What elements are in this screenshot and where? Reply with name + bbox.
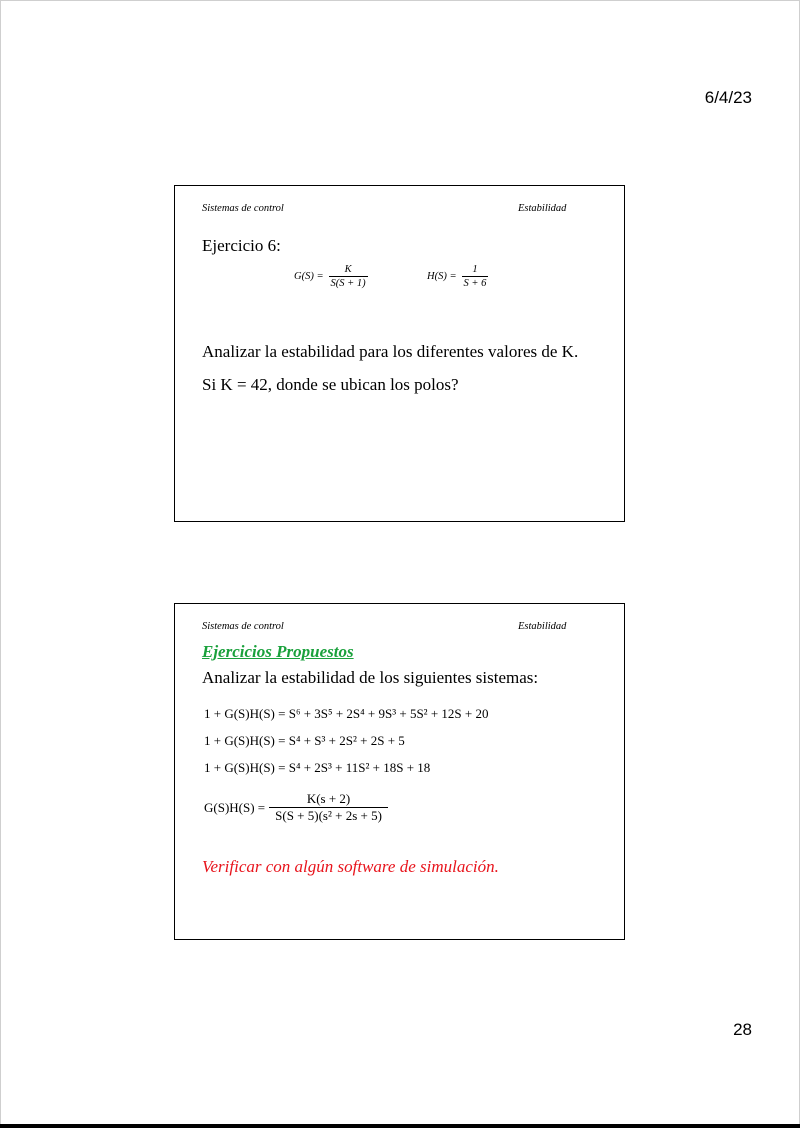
instruction-text: Analizar la estabilidad para los diferentes valores de K. [202, 342, 579, 361]
eq4-fraction [269, 791, 388, 824]
page-date: 6/4/23 [704, 88, 752, 107]
slide-title: Ejercicio 6: [202, 236, 281, 255]
h-fraction [462, 264, 489, 289]
slide-header-right: Estabilidad [518, 203, 567, 214]
equation-1: 1 + G(S)H(S) = S⁶ + 3S⁵ + 2S⁴ + 9S³ + 5S² + 12S + 20 [204, 706, 489, 721]
equation-3: 1 + G(S)H(S) = S⁴ + 2S³ + 11S² + 18S + 18 [204, 760, 431, 775]
equation-4 [204, 791, 388, 824]
g-numerator: K [344, 264, 352, 275]
slide-ejercicios-propuestos [174, 603, 625, 940]
slide-header-left: Sistemas de control [202, 203, 284, 214]
transfer-function-g [294, 264, 368, 289]
slide-subtitle: Analizar la estabilidad de los siguientes sistemas: [202, 668, 539, 687]
h-lhs: H(S) = [427, 271, 457, 282]
g-denominator: S(S + 1) [330, 278, 366, 289]
g-fraction [329, 264, 368, 289]
slide-title: Ejercicios Propuestos [202, 642, 354, 661]
verify-note: Verificar con algún software de simulación. [202, 857, 499, 876]
g-lhs: G(S) = [294, 271, 324, 282]
transfer-function-h [427, 264, 488, 289]
eq4-denominator: S(S + 5)(s² + 2s + 5) [269, 807, 388, 824]
equation-2: 1 + G(S)H(S) = S⁴ + S³ + 2S² + 2S + 5 [204, 733, 405, 748]
slide-header-left: Sistemas de control [202, 621, 284, 632]
h-denominator: S + 6 [463, 278, 487, 289]
h-numerator: 1 [472, 264, 478, 275]
slide-ejercicio-6 [174, 185, 625, 522]
bottom-bar [0, 1124, 800, 1128]
slide-header-right: Estabilidad [518, 621, 567, 632]
eq4-numerator: K(s + 2) [306, 791, 351, 806]
eq4-lhs: G(S)H(S) = [204, 799, 266, 815]
question-text: Si K = 42, donde se ubican los polos? [202, 375, 459, 394]
page-number: 28 [733, 1020, 752, 1039]
